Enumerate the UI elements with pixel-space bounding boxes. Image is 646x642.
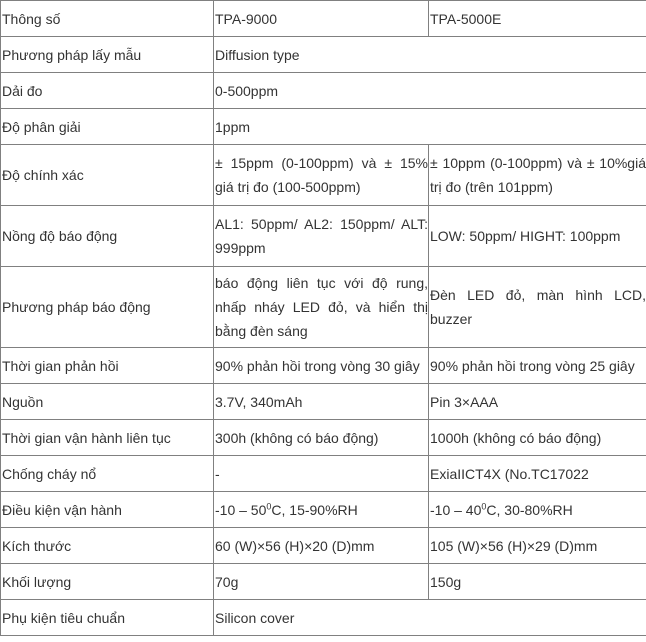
- row-label: Kích thước: [1, 528, 214, 564]
- table-row: [1, 206, 646, 267]
- header-row: [1, 1, 646, 37]
- value-tpa-5000e: Đèn LED đỏ, màn hình LCD, buzzer: [429, 267, 646, 348]
- value-tpa-9000: 300h (không có báo động): [214, 420, 429, 456]
- value-tpa-9000: AL1: 50ppm/ AL2: 150ppm/ ALT: 999ppm: [214, 206, 429, 267]
- value-tpa-5000e: LOW: 50ppm/ HIGHT: 100ppm: [429, 206, 646, 267]
- table-row: [1, 528, 646, 564]
- value-tpa-5000e: ± 10ppm (0-100ppm) và ± 10%giá trị đo (trên 101ppm): [429, 145, 646, 206]
- row-label: Khối lượng: [1, 564, 214, 600]
- row-label: Nồng độ báo động: [1, 206, 214, 267]
- row-label: Chống cháy nổ: [1, 456, 214, 492]
- row-label: Dải đo: [1, 73, 214, 109]
- table-row: [1, 384, 646, 420]
- table-row: [1, 456, 646, 492]
- header-tpa-5000e: TPA-5000E: [429, 1, 646, 37]
- temp-range-start: -10 – 50: [215, 501, 267, 518]
- value-tpa-5000e: [429, 492, 646, 528]
- value-tpa-9000: 70g: [214, 564, 429, 600]
- value-tpa-9000: -: [214, 456, 429, 492]
- value-tpa-9000: ± 15ppm (0-100ppm) và ± 15% giá trị đo (100-500ppm): [214, 145, 429, 206]
- row-shared-value: Silicon cover: [214, 600, 646, 636]
- row-shared-value: 1ppm: [214, 109, 646, 145]
- value-tpa-5000e: 150g: [429, 564, 646, 600]
- table-row: [1, 600, 646, 636]
- row-label: Điều kiện vận hành: [1, 492, 214, 528]
- temp-range-start: -10 – 40: [430, 501, 482, 518]
- table-row: [1, 492, 646, 528]
- row-shared-value: 0-500ppm: [214, 73, 646, 109]
- value-tpa-5000e: ExiaIICT4X (No.TC17022: [429, 456, 646, 492]
- header-tpa-9000: TPA-9000: [214, 1, 429, 37]
- value-tpa-5000e: 90% phản hồi trong vòng 25 giây: [429, 348, 646, 384]
- table-row: [1, 348, 646, 384]
- value-tpa-9000: báo động liên tục với độ rung, nhấp nháy LED đỏ, và hiển thị bằng đèn sáng: [214, 267, 429, 348]
- value-tpa-9000: 90% phản hồi trong vòng 30 giây: [214, 348, 429, 384]
- value-tpa-9000: 60 (W)×56 (H)×20 (D)mm: [214, 528, 429, 564]
- table-row: [1, 109, 646, 145]
- header-param: Thông số: [1, 1, 214, 37]
- table-row: [1, 420, 646, 456]
- row-label: Thời gian phản hồi: [1, 348, 214, 384]
- table-row: [1, 564, 646, 600]
- table-row: [1, 37, 646, 73]
- value-tpa-9000: [214, 492, 429, 528]
- table-row: [1, 267, 646, 348]
- row-label: Phụ kiện tiêu chuẩn: [1, 600, 214, 636]
- row-label: Phương pháp lấy mẫu: [1, 37, 214, 73]
- value-tpa-5000e: 1000h (không có báo động): [429, 420, 646, 456]
- row-label: Độ chính xác: [1, 145, 214, 206]
- row-label: Độ phân giải: [1, 109, 214, 145]
- value-tpa-9000: 3.7V, 340mAh: [214, 384, 429, 420]
- row-shared-value: Diffusion type: [214, 37, 646, 73]
- degree-mark: 0: [266, 500, 272, 511]
- value-tpa-5000e: Pin 3×AAA: [429, 384, 646, 420]
- table-row: [1, 73, 646, 109]
- row-label: Nguồn: [1, 384, 214, 420]
- row-label: Thời gian vận hành liên tục: [1, 420, 214, 456]
- row-label: Phương pháp báo động: [1, 267, 214, 348]
- temp-range-end: C, 30-80%RH: [486, 501, 573, 518]
- degree-mark: 0: [481, 500, 487, 511]
- value-tpa-5000e: 105 (W)×56 (H)×29 (D)mm: [429, 528, 646, 564]
- temp-range-end: C, 15-90%RH: [271, 501, 358, 518]
- table-row: [1, 145, 646, 206]
